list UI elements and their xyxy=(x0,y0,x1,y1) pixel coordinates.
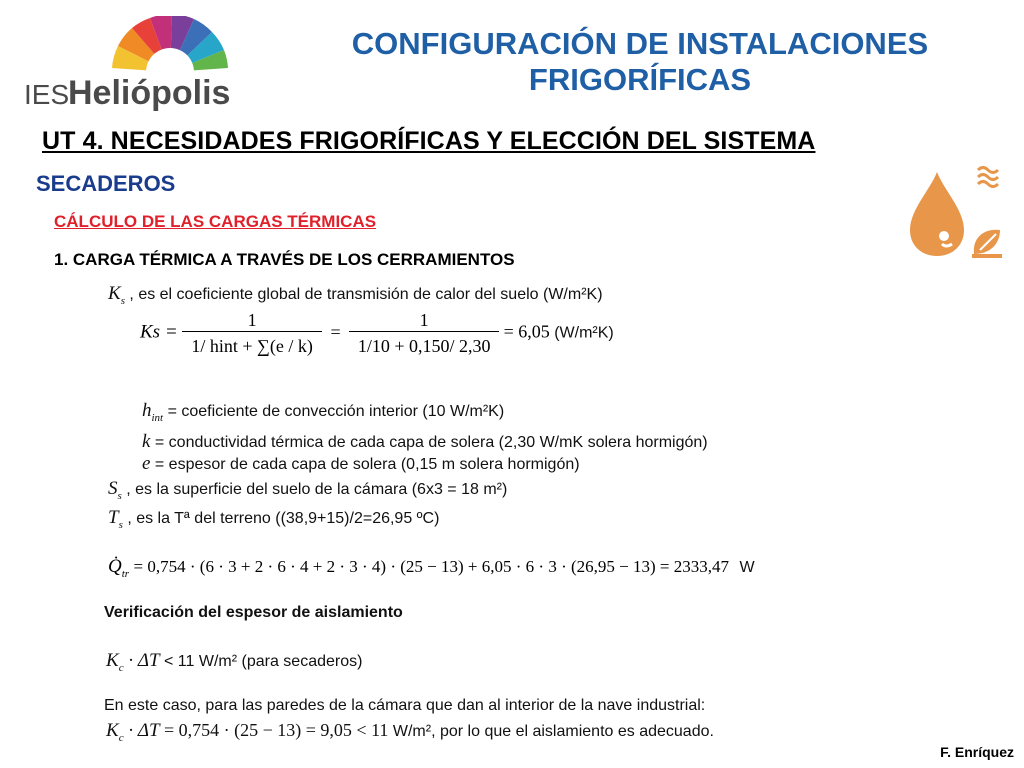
ks-definition-text: , es el coeficiente global de transmisión de calor del suelo (W/m²K) xyxy=(129,286,603,303)
logo-main: Heliópolis xyxy=(68,74,231,112)
waves-icon xyxy=(978,168,998,187)
k-definition: k = conductividad térmica de cada capa de solera (2,30 W/mK solera hormigón) xyxy=(142,431,708,452)
ss-definition: $S_s$ , es la superficie del suelo de la cámara (6x3 = 18 m²) xyxy=(108,478,508,502)
page-title xyxy=(300,26,980,98)
ks-definition: $K_s$ , es el coeficiente global de transmisión de calor del suelo (W/m²K) xyxy=(108,283,603,307)
e-definition: e = espesor de cada capa de solera (0,15 m solera hormigón) xyxy=(142,453,580,474)
subsection-heading: CÁLCULO DE LAS CARGAS TÉRMICAS xyxy=(54,212,377,231)
section-heading: SECADEROS xyxy=(36,171,176,196)
title-line-1: CONFIGURACIÓN DE INSTALACIONES xyxy=(351,26,929,61)
ks-den2: 1/10 + 0,150/ 2,30 xyxy=(349,331,499,357)
water-drop-icon xyxy=(910,172,964,256)
case-formula: $K_c \cdot \Delta T = 0,754 \cdot (25 - 13) = 9,05 < 11$ W/m², por lo que el aislamiento es adecuado. xyxy=(106,720,714,744)
verification-title: Verificación del espesor de aislamiento xyxy=(104,604,403,621)
logo-sunburst-icon xyxy=(22,16,247,112)
hint-definition: $h_{int}$ = coeficiente de convección interior (10 W/m²K) xyxy=(142,400,505,424)
logo-prefix: IES xyxy=(24,79,70,110)
school-logo xyxy=(22,16,247,112)
ks-result: = 6,05 xyxy=(503,321,550,342)
ks-num1: 1 xyxy=(247,310,257,330)
ks-unit: (W/m²K) xyxy=(554,324,614,342)
ks-lhs: Ks = xyxy=(140,321,178,343)
author: F. Enríquez xyxy=(940,744,1014,760)
q-formula: $Q̇_{tr} = 0,754 \cdot (6 \cdot 3 + 2 \cdot 6 \cdot 4 + 2 \cdot 3 \cdot 4) \cdot (25 - 13) + 6,05 \cdot 6 \cdot 3 \cdot (26,95 - 13) = 2333,47$ W xyxy=(108,556,755,580)
ks-num2: 1 xyxy=(419,310,429,330)
ks-den1: 1/ hint + ∑(e / k) xyxy=(182,331,322,357)
unit-title: UT 4. NECESIDADES FRIGORÍFICAS Y ELECCIÓN DEL SISTEMA xyxy=(42,127,816,155)
q-expression: = 0,754 · (6 · 3 + 2 · 6 · 4 + 2 · 3 · 4) · (25 − 13) + 6,05 · 6 · 3 · (26,95 − 13) = 2333,47 xyxy=(133,557,729,576)
leaf-icon xyxy=(972,230,1002,256)
ts-definition: $T_s$ , es la Tª del terreno ((38,9+15)/2=26,95 ºC) xyxy=(108,507,440,531)
decor-icons xyxy=(902,160,1012,270)
title-line-2: FRIGORÍFICAS xyxy=(528,62,752,97)
ks-formula: Ks = $\frac{1}{\text{1/ hint + ∑(e / k)}}$ = $\frac{1}{1/10 + 0,150/ 2,30}$ = 6,05 (W/m²K) xyxy=(140,310,614,356)
verification-rule: $K_c \cdot \Delta T < 11$ W/m² (para secaderos) xyxy=(106,650,363,674)
step-heading: 1. CARGA TÉRMICA A TRAVÉS DE LOS CERRAMIENTOS xyxy=(54,250,515,269)
case-text: En este caso, para las paredes de la cámara que dan al interior de la nave industrial: xyxy=(104,697,706,714)
q-unit: W xyxy=(739,559,755,576)
